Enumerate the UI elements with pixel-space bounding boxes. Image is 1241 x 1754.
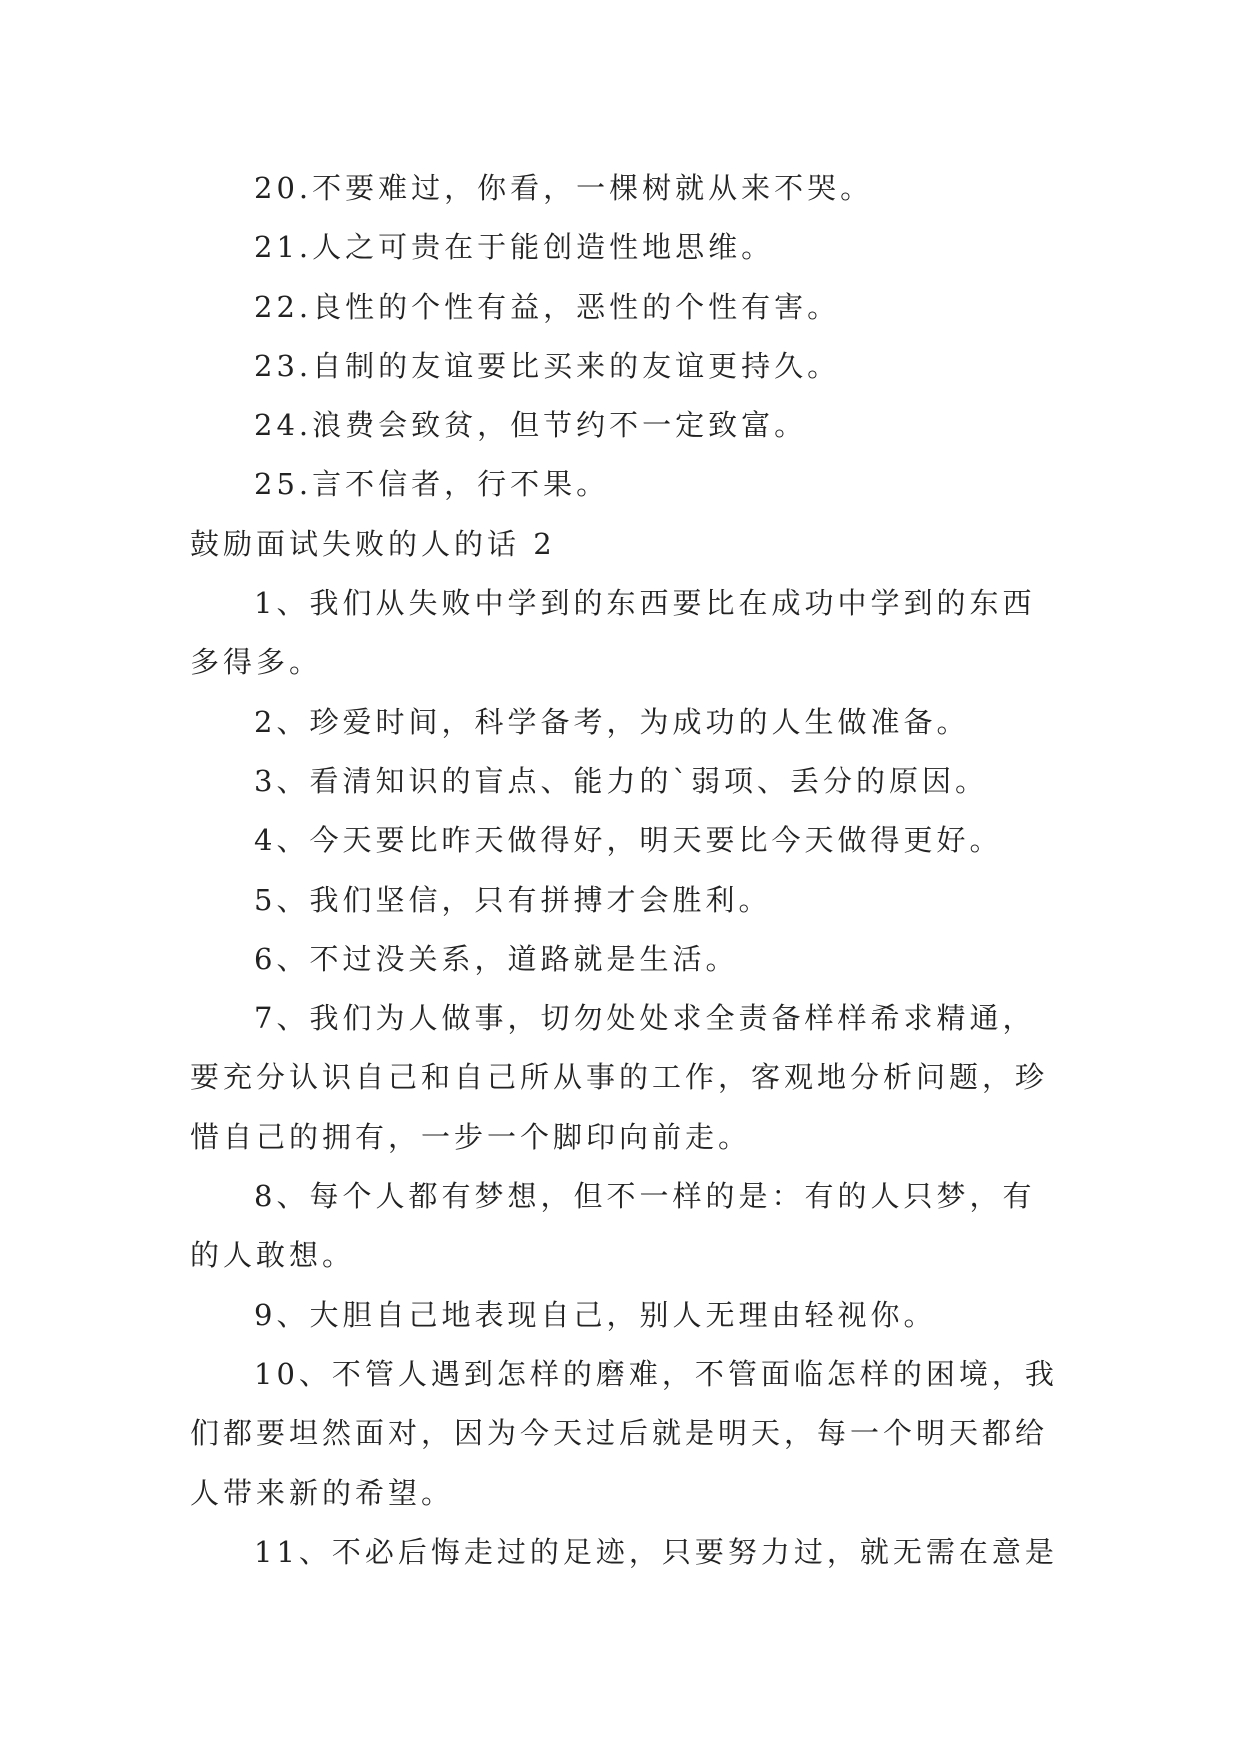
text-line: 24.浪费会致贫，但节约不一定致富。 (254, 408, 808, 443)
text-line: 5、我们坚信，只有拼搏才会胜利。 (254, 882, 772, 917)
text-line: 多得多。 (190, 645, 323, 680)
text-line: 1、我们从失败中学到的东西要比在成功中学到的东西 (254, 586, 1036, 621)
text-line: 8、每个人都有梦想，但不一样的是：有的人只梦，有 (254, 1179, 1036, 1214)
text-line: 要充分认识自己和自己所从事的工作，客观地分析问题，珍 (190, 1060, 1049, 1095)
text-line: 22.良性的个性有益，恶性的个性有害。 (254, 289, 841, 324)
text-line: 3、看清知识的盲点、能力的`弱项、丢分的原因。 (254, 763, 988, 798)
document-body (190, 159, 1058, 1582)
text-line: 23.自制的友谊要比买来的友谊更持久。 (254, 348, 841, 383)
text-line: 2、珍爱时间，科学备考，为成功的人生做准备。 (254, 704, 970, 739)
text-line: 20.不要难过，你看，一棵树就从来不哭。 (254, 171, 874, 205)
text-line: 11、不必后悔走过的足迹，只要努力过，就无需在意是 (254, 1534, 1058, 1569)
text-line: 6、不过没关系，道路就是生活。 (254, 941, 739, 976)
text-line: 们都要坦然面对，因为今天过后就是明天，每一个明天都给 (190, 1416, 1049, 1451)
text-line: 25.言不信者，行不果。 (254, 467, 610, 502)
text-line: 10、不管人遇到怎样的磨难，不管面临怎样的困境，我 (254, 1356, 1058, 1391)
text-line: 的人敢想。 (190, 1238, 356, 1273)
section-heading: 鼓励面试失败的人的话 2 (190, 526, 556, 561)
text-line: 惜自己的拥有，一步一个脚印向前走。 (190, 1119, 752, 1154)
text-line: 7、我们为人做事，切勿处处求全责备样样希求精通， (254, 1001, 1036, 1036)
text-line: 21.人之可贵在于能创造性地思维。 (254, 230, 775, 265)
text-line: 4、今天要比昨天做得好，明天要比今天做得更好。 (254, 823, 1003, 858)
text-line: 人带来新的希望。 (190, 1475, 455, 1510)
text-line: 9、大胆自己地表现自己，别人无理由轻视你。 (254, 1297, 937, 1332)
